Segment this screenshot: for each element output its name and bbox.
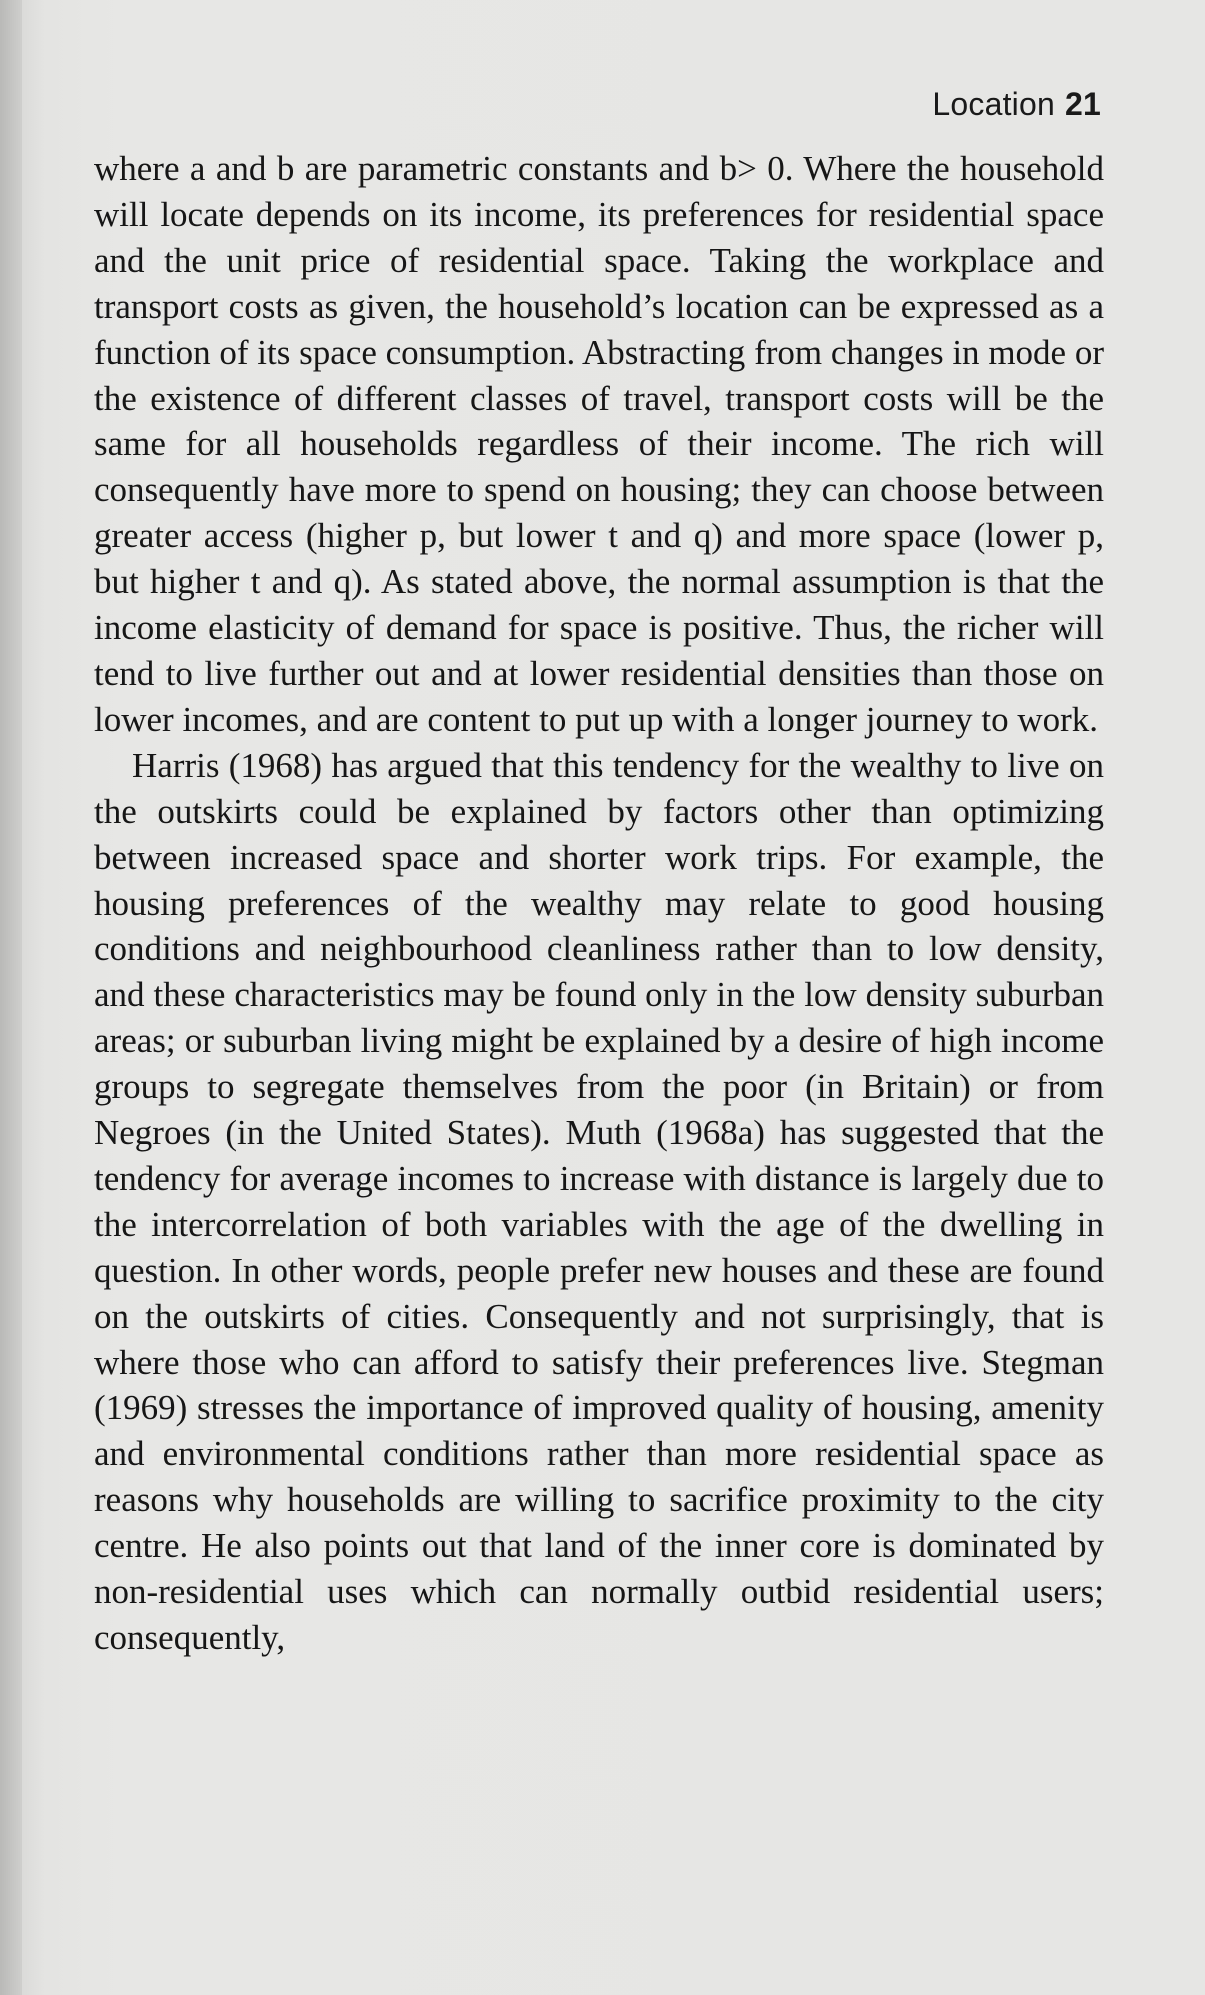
body-text — [94, 146, 1104, 1661]
paragraph-1: where a and b are parametric constants and b> 0. Where the household will locate depends on its income, its preferences for residential space and the unit price of residential space. Taking the workplace and transport costs as given, the household’s location can be expressed as a function of its space consumption. Abstracting from changes in mode or the existence of different classes of travel, transport costs will be the same for all households regardless of their income. The rich will consequently have more to spend on housing; they can choose between greater access (higher p, but lower t and q) and more space (lower p, but higher t and q). As stated above, the normal assumption is that the income elasticity of demand for space is positive. Thus, the richer will tend to live further out and at lower residential densities than those on lower incomes, and are content to put up with a longer journey to work. — [94, 149, 1104, 739]
running-header-title: Location — [932, 86, 1055, 122]
page-number: 21 — [1065, 86, 1101, 122]
running-header — [932, 86, 1101, 123]
paragraph-2: Harris (1968) has argued that this tendency for the wealthy to live on the outskirts could be explained by factors other than optimizing between increased space and shorter work trips. For example, the housing preferences of the wealthy may relate to good housing conditions and neighbourhood cleanliness rather than to low density, and these characteristics may be found only in the low density suburban areas; or suburban living might be explained by a desire of high income groups to segregate themselves from the poor (in Britain) or from Negroes (in the United States). Muth (1968a) has suggested that the tendency for average incomes to increase with distance is largely due to the intercorrelation of both variables with the age of the dwelling in question. In other words, people prefer new houses and these are found on the outskirts of cities. Consequently and not surprisingly, that is where those who can afford to satisfy their preferences live. Stegman (1969) stresses the importance of improved quality of housing, amenity and environmental conditions rather than more residential space as reasons why households are willing to sacrifice proximity to the city centre. He also points out that land of the inner core is dominated by non-residential uses which can normally outbid residential users; consequently, — [94, 745, 1104, 1657]
page-gutter-shadow — [0, 0, 22, 1995]
